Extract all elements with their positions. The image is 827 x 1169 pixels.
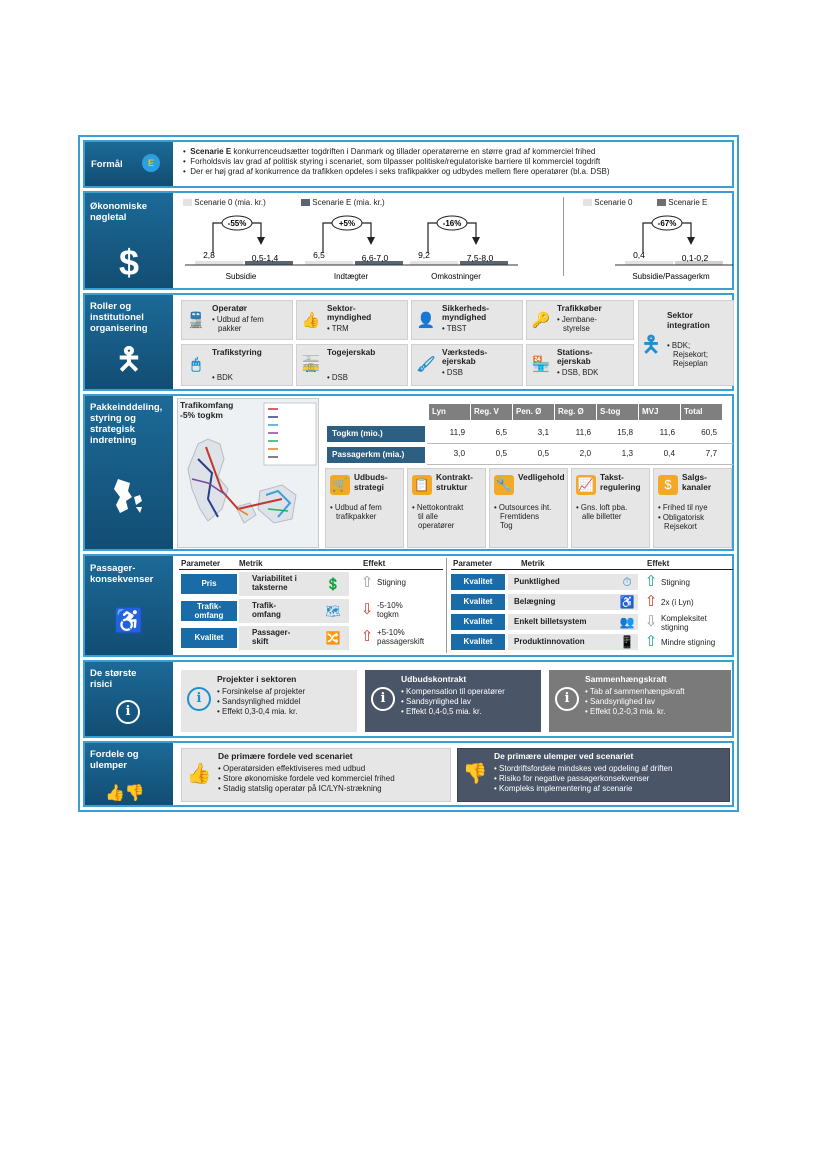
card-bullet: • Nettokontrakt	[412, 503, 464, 512]
row-pakke	[83, 394, 734, 551]
train-ownership-card	[296, 344, 408, 386]
card-title: Sektor	[667, 310, 693, 320]
pct-label: -16%	[442, 219, 462, 228]
row-passager	[83, 554, 734, 657]
card-bullet-cont: til alle	[418, 512, 438, 521]
card-title-2: myndighed	[327, 312, 372, 322]
bar-scenario-0	[305, 261, 353, 265]
card-title-2: strategi	[354, 482, 384, 492]
table-header: Lyn	[429, 404, 471, 420]
safety-authority-card	[411, 300, 523, 340]
bullet-1-text: konkurrenceudsætter togdriften i Danmark og tillader operatørerne en større grad af kommerciel frihed	[231, 147, 596, 156]
sector-integration-card	[638, 300, 734, 386]
risk-bullet-text: Kompensation til operatører	[406, 687, 505, 696]
table-cell: 11,6	[575, 428, 591, 437]
table-cell: 0,5	[537, 449, 549, 458]
card-bullet: • Udbud af fem	[330, 503, 382, 512]
pros-title: De primære fordele ved scenariet	[218, 751, 353, 761]
seat-icon: ♿	[619, 595, 635, 609]
row-label-text: De største risici	[90, 668, 137, 690]
map-title: Trafikomfang	[180, 400, 234, 410]
card-bullet-text: TRM	[331, 324, 349, 333]
parameter-badge	[181, 601, 237, 621]
row-fordele	[83, 741, 734, 807]
column-divider	[446, 558, 447, 653]
arrow-up-red-icon: ⇧	[360, 628, 374, 645]
column-header: Metrik	[239, 559, 263, 568]
card-title: Salgs-	[682, 472, 707, 482]
risk-contract-box	[365, 670, 541, 732]
table-cell: 11,6	[659, 428, 675, 437]
row-label	[85, 295, 173, 389]
header-rule	[179, 569, 443, 570]
table-cell: 0,5	[495, 449, 507, 458]
pakke-content	[177, 398, 730, 547]
card-title-2: ejerskab	[442, 356, 476, 366]
card-title: Sikkerheds-	[442, 303, 490, 313]
arrow-down-red-icon: ⇩	[360, 601, 374, 618]
sector-authority-card	[296, 300, 408, 340]
card-bullet-text: BDK	[216, 373, 233, 382]
card-bullet: • Jernbane-	[557, 315, 598, 324]
cons-item: • Kompleks implementering af scenarie	[494, 784, 633, 793]
card-bullet: • Outsources iht.	[494, 503, 552, 512]
risk-bullet-text: Forsinkelse af projekter	[222, 687, 306, 696]
row-label-text: Fordele og ulemper	[90, 749, 139, 771]
table-cell: 1,3	[621, 449, 633, 458]
effect-text: +5-10%	[377, 628, 405, 637]
table-header: MVJ	[639, 404, 681, 420]
cons-text: Risiko for negative passagerkonsekvenser	[499, 774, 650, 783]
row-label	[85, 193, 173, 288]
traffic-control-card	[181, 344, 293, 386]
card-bullet-cont: Fremtidens	[500, 512, 539, 521]
money-icon: $	[658, 475, 678, 495]
value-scenario-0: 2,8	[203, 250, 215, 260]
row-label	[85, 396, 173, 549]
roller-content	[177, 297, 730, 387]
card-title-2: kanaler	[682, 482, 712, 492]
row-label-text: Økonomiske nøgletal	[90, 201, 148, 223]
mobile-icon: 📱	[619, 635, 635, 649]
card-bullet-cont: Tog	[500, 521, 513, 530]
card-bullet: • Obligatorisk	[658, 513, 705, 522]
table-cell: 11,9	[449, 428, 465, 437]
effect-text-2: passagerskift	[377, 637, 425, 646]
bar-scenario-0	[410, 261, 458, 265]
risk-bullet-text: Sandsynlighed middel	[222, 697, 301, 706]
card-bullet-text: BDK;	[671, 341, 691, 350]
legend-label: Scenarie E (mia. kr.)	[312, 198, 385, 207]
row-label	[85, 662, 173, 736]
price-icon: 💲	[325, 577, 341, 591]
column-header: Effekt	[363, 559, 386, 568]
card-bullet-text: Udbud af fem	[334, 503, 382, 512]
card-bullet-text: Outsources iht.	[498, 503, 552, 512]
table-header: Reg. Ø	[555, 404, 597, 420]
risk-projects-box	[181, 670, 357, 732]
people-icon: 👥	[619, 615, 635, 629]
card-bullet-text: DSB, BDK	[561, 368, 599, 377]
card-bullet: • Frihed til nye	[658, 503, 708, 512]
table-row-label: Passagerkm (mia.)	[327, 447, 425, 463]
pct-label: -55%	[227, 219, 247, 228]
traffic-map	[177, 398, 319, 548]
row-formaal	[83, 140, 734, 188]
metric-box: Belægning	[508, 594, 638, 610]
dollar-icon: $	[118, 242, 140, 283]
parameter-line: Trafik-	[196, 602, 221, 611]
parameter-badge: Kvalitet	[451, 634, 505, 650]
card-bullet: • BDK;	[667, 341, 691, 350]
card-bullet-text: TBST	[446, 324, 467, 333]
risk-bullet-text: Sandsynlighed lav	[406, 697, 471, 706]
bullet-1: • Scenarie E konkurrenceudsætter togdriften i Danmark og tillader operatørerne en større grad af kommerciel frihed	[183, 147, 596, 156]
info-icon: i	[371, 687, 395, 711]
cons-text: Stordriftsfordele mindskes ved opdeling af driften	[499, 764, 673, 773]
card-title: Vedligehold	[518, 472, 565, 482]
card-title-2: struktur	[436, 482, 468, 492]
header-rule	[451, 569, 733, 570]
risk-title: Sammenhængskraft	[585, 674, 667, 684]
card-bullet-cont: pakker	[218, 324, 242, 333]
table-cell: 6,5	[495, 428, 507, 437]
arrow-head	[472, 237, 480, 245]
card-title-2: integration	[667, 320, 710, 330]
seated-passenger-icon: ♿	[114, 608, 144, 635]
parameter-badge: Kvalitet	[181, 628, 237, 648]
row-label-text: Formål	[91, 159, 123, 170]
econ-chart	[177, 195, 737, 290]
value-scenario-0: 9,2	[418, 250, 430, 260]
sales-channels-card	[653, 468, 732, 548]
pros-text: Store økonomiske fordele ved kommerciel frihed	[223, 774, 395, 783]
risk-bullet: • Forsinkelse af projekter	[217, 687, 306, 696]
card-title: Togejerskab	[327, 347, 376, 357]
card-bullet-cont: Rejsekort	[664, 522, 697, 531]
card-bullet-cont: operatører	[418, 521, 455, 530]
metric-box: Punktlighed	[508, 574, 638, 590]
value-scenario-e: 6,6-7,0	[361, 253, 389, 263]
risk-bullet: • Sandsynlighed lav	[585, 697, 655, 706]
thumbs-icon: 👍👎	[105, 785, 145, 802]
table-header: S-tog	[597, 404, 639, 420]
value-scenario-e: 0,1-0,2	[681, 253, 709, 263]
chart-icon: 📈	[576, 475, 596, 495]
risk-bullet-text: Tab af sammenhængskraft	[589, 687, 685, 696]
cons-box	[457, 748, 730, 802]
value-scenario-0: 6,5	[313, 250, 325, 260]
pros-item: • Stadig statslig operatør på IC/LYN-strækning	[218, 784, 382, 793]
table-header: Reg. V	[471, 404, 513, 420]
devices-icon: 🏪	[531, 356, 551, 373]
metric-box: Enkelt billetsystem	[508, 614, 638, 630]
arrow-head	[687, 237, 695, 245]
tram-icon: 🚋	[301, 356, 321, 373]
cons-text: Kompleks implementering af scenarie	[499, 784, 633, 793]
column-header: Parameter	[453, 559, 493, 568]
card-title: Værksteds-	[442, 347, 488, 357]
row-oekonomi	[83, 191, 734, 290]
metric-line: Passager-	[252, 628, 291, 637]
bullet-2: • Forholdsvis lav grad af politisk styring i scenariet, som tilpasser politiske/regulatoriske barriere til kommerciel togdrift	[183, 157, 601, 166]
card-bullet-cont: alle billetter	[582, 512, 622, 521]
effect-text: Stigning	[377, 578, 406, 587]
table-cell: 0,4	[663, 449, 675, 458]
metric-line: Trafik-	[252, 601, 277, 610]
row-label-text: Passager-konsekvenser	[90, 563, 154, 585]
card-title-2: regulering	[600, 482, 641, 492]
row-label	[85, 743, 173, 805]
risk-bullet: • Tab af sammenhængskraft	[585, 687, 685, 696]
card-bullet: • Gns. loft pba.	[576, 503, 628, 512]
table-header: Pen. Ø	[513, 404, 555, 420]
card-bullet-text: Jernbane-	[561, 315, 598, 324]
fordele-content	[177, 745, 730, 803]
legend-label: Scenarie 0 (mia. kr.)	[194, 198, 266, 207]
risk-title: Projekter i sektoren	[217, 674, 297, 684]
card-bullet-text: Udbud af fem	[216, 315, 264, 324]
arrow-up-green-icon: ⇧	[644, 633, 658, 650]
scenario-sheet	[78, 135, 739, 812]
person-icon: 🯅	[115, 343, 143, 376]
card-title: Operatør	[212, 303, 248, 313]
risk-cohesion-box	[549, 670, 731, 732]
card-bullet-cont: Rejsekort;	[673, 350, 709, 359]
pct-label: +5%	[338, 219, 356, 228]
category-label: Omkostninger	[431, 272, 481, 281]
usb-icon: 🖱	[191, 356, 201, 373]
effect-text: Kompleksitet	[661, 614, 707, 623]
risk-bullet: • Effekt 0,3-0,4 mia. kr.	[217, 707, 298, 716]
risk-bullet-text: Sandsynlighed lav	[590, 697, 655, 706]
value-scenario-e: 7,5-8,0	[466, 253, 494, 263]
person-icon: 🯅	[641, 332, 661, 357]
key-icon: 🔑	[531, 312, 551, 329]
table-cell: 7,7	[705, 449, 717, 458]
wrench-icon: 🔧	[494, 475, 514, 495]
card-bullet-text: Frihed til nye	[662, 503, 708, 512]
thumbs-down-icon: 👎	[462, 763, 488, 785]
column-header: Metrik	[521, 559, 545, 568]
oekonomi-content	[177, 195, 730, 286]
row-label-text: Roller og institutionel organisering	[90, 301, 148, 334]
card-bullet: • DSB	[442, 368, 463, 377]
value-scenario-0: 0,4	[633, 250, 645, 260]
thumbs-up-icon: 👍	[186, 763, 212, 785]
risk-bullet: • Sandsynlighed middel	[217, 697, 301, 706]
table-cell: 15,8	[617, 428, 633, 437]
bullet-3-text: Der er høj grad af konkurrence da trafikken opdeles i seks trafikpakker og udbydes mellem flere operatører (bl.a. DSB)	[190, 167, 610, 176]
card-bullet-cont: Rejseplan	[673, 359, 708, 368]
card-title: Trafikstyring	[212, 347, 262, 357]
contract-structure-card	[407, 468, 486, 548]
effect-text: Mindre stigning	[661, 638, 716, 647]
row-divider	[427, 443, 733, 444]
card-bullet: • BDK	[212, 373, 233, 382]
column-header: Parameter	[181, 559, 221, 568]
card-bullet: • TBST	[442, 324, 467, 333]
category-label: Subsidie	[225, 272, 257, 281]
arrow-up-green-icon: ⇧	[644, 573, 658, 590]
arrow-up-red-icon: ⇧	[644, 593, 658, 610]
card-title-2: ejerskab	[557, 356, 591, 366]
legend-label: Scenarie E	[668, 198, 708, 207]
card-title: Udbuds-	[354, 472, 388, 482]
package-table	[327, 404, 733, 462]
passager-content	[177, 558, 730, 653]
risk-bullet-text: Effekt 0,2-0,3 mia. kr.	[590, 707, 666, 716]
effect-text: Stigning	[661, 578, 690, 587]
table-cell: 3,0	[453, 449, 465, 458]
card-bullet-text: Obligatorisk	[662, 513, 705, 522]
paint-roller-icon: 🖌	[416, 356, 436, 373]
shuffle-icon: 🔀	[325, 631, 341, 645]
pros-item: • Operatørsiden effektiviseres med udbud	[218, 764, 366, 773]
cons-item: • Risiko for negative passagerkonsekvenser	[494, 774, 650, 783]
table-cell: 2,0	[579, 449, 591, 458]
arrow-down-grey-icon: ⇩	[644, 613, 658, 630]
pct-label: -67%	[657, 219, 677, 228]
risk-bullet: • Kompensation til operatører	[401, 687, 505, 696]
effect-text: 2x (i Lyn)	[661, 598, 694, 607]
effect-text-2: stigning	[661, 623, 689, 632]
fare-regulation-card	[571, 468, 650, 548]
card-bullet: • TRM	[327, 324, 349, 333]
rail-network-map	[178, 399, 320, 549]
category-label: Subsidie/Passagerkm	[632, 272, 710, 281]
metric-box: Produktinnovation	[508, 634, 638, 650]
pros-text: Stadig statslig operatør på IC/LYN-strækning	[223, 784, 382, 793]
pros-box	[181, 748, 451, 802]
parameter-badge: Kvalitet	[451, 614, 505, 630]
card-bullet-text: Nettokontrakt	[416, 503, 464, 512]
card-bullet: • Udbud af fem	[212, 315, 264, 324]
stopwatch-icon: ⏱	[622, 575, 632, 589]
card-bullet: • DSB	[327, 373, 348, 382]
value-scenario-e: 0,5-1,4	[251, 253, 279, 263]
card-title: Kontrakt-	[436, 472, 473, 482]
effect-text: -5-10%	[377, 601, 403, 610]
risk-title: Udbudskontrakt	[401, 674, 467, 684]
pros-text: Operatørsiden effektiviseres med udbud	[223, 764, 366, 773]
card-title: Takst-	[600, 472, 624, 482]
bar-scenario-0	[625, 261, 673, 265]
row-label	[85, 142, 173, 186]
row-label-text: Pakkeinddeling, styring og strategisk indretning	[90, 402, 163, 446]
risici-content	[177, 664, 730, 734]
info-icon: i	[555, 687, 579, 711]
table-cell: 60,5	[701, 428, 717, 437]
traffic-buyer-card	[526, 300, 634, 340]
station-ownership-card	[526, 344, 634, 386]
parameter-badge: Pris	[181, 574, 237, 594]
metric-line: Variabilitet i	[252, 574, 297, 583]
table-header: Total	[681, 404, 723, 420]
maintenance-card	[489, 468, 568, 548]
info-icon: i	[116, 700, 140, 724]
map-subtitle: -5% togkm	[180, 410, 223, 420]
tender-strategy-card	[325, 468, 404, 548]
column-header: Effekt	[647, 559, 670, 568]
row-risici	[83, 660, 734, 738]
arrow-head	[367, 237, 375, 245]
card-bullet-text: Gns. loft pba.	[580, 503, 628, 512]
parameter-badge: Kvalitet	[451, 594, 505, 610]
card-title: Sektor-	[327, 303, 356, 313]
category-label: Indtægter	[333, 272, 369, 281]
card-bullet-text: DSB	[331, 373, 348, 382]
thumbs-up-icon: 👍	[301, 312, 321, 329]
operator-card	[181, 300, 293, 340]
train-icon: 🚆	[186, 312, 206, 329]
table-row-label: Togkm (mio.)	[327, 426, 425, 442]
card-title: Stations-	[557, 347, 593, 357]
formaal-content	[177, 144, 730, 184]
effect-text-2: togkm	[377, 610, 399, 619]
row-divider	[427, 464, 733, 465]
row-label	[85, 556, 173, 655]
pros-item: • Store økonomiske fordele ved kommerciel frihed	[218, 774, 395, 783]
risk-bullet-text: Effekt 0,4-0,5 mia. kr.	[406, 707, 482, 716]
parameter-badge: Kvalitet	[451, 574, 505, 590]
card-title: Trafikkøber	[557, 303, 602, 313]
arrow-up-grey-icon: ⇧	[360, 574, 374, 591]
metric-line: omfang	[252, 610, 281, 619]
metric-line: skift	[252, 637, 269, 646]
e-logo-icon: E	[142, 154, 160, 172]
workshop-ownership-card	[411, 344, 523, 386]
package-cards	[325, 468, 735, 548]
cons-item: • Stordriftsfordele mindskes ved opdeling af driften	[494, 764, 673, 773]
bar-scenario-0	[195, 261, 243, 265]
card-bullet-cont: styrelse	[563, 324, 590, 333]
person-badge-icon: 👤	[416, 312, 436, 329]
bullet-3: • Der er høj grad af konkurrence da trafikken opdeles i seks trafikpakker og udbydes mellem flere operatører (bl.a. DSB)	[183, 167, 610, 176]
cart-icon: 🛒	[330, 475, 350, 495]
map-icon: 🗺	[325, 604, 341, 618]
table-cell: 3,1	[537, 428, 549, 437]
risk-bullet-text: Effekt 0,3-0,4 mia. kr.	[222, 707, 298, 716]
card-bullet: • DSB, BDK	[557, 368, 599, 377]
risk-bullet: • Sandsynlighed lav	[401, 697, 471, 706]
card-bullet-text: DSB	[446, 368, 463, 377]
denmark-map-icon	[85, 477, 173, 523]
risk-bullet: • Effekt 0,4-0,5 mia. kr.	[401, 707, 482, 716]
scenario-name: Scenarie E	[190, 147, 232, 156]
contract-icon: 📋	[412, 475, 432, 495]
legend-label: Scenarie 0	[594, 198, 633, 207]
risk-bullet: • Effekt 0,2-0,3 mia. kr.	[585, 707, 666, 716]
cons-title: De primære ulemper ved scenariet	[494, 751, 634, 761]
row-roller	[83, 293, 734, 391]
metric-line: taksterne	[252, 583, 288, 592]
card-title-2: myndighed	[442, 312, 487, 322]
card-bullet-cont: trafikpakker	[336, 512, 377, 521]
info-icon: i	[187, 687, 211, 711]
parameter-line: omfang	[194, 611, 224, 620]
arrow-head	[257, 237, 265, 245]
bullet-2-text: Forholdsvis lav grad af politisk styring i scenariet, som tilpasser politiske/regulatoriske barriere til kommerciel togdrift	[190, 157, 601, 166]
